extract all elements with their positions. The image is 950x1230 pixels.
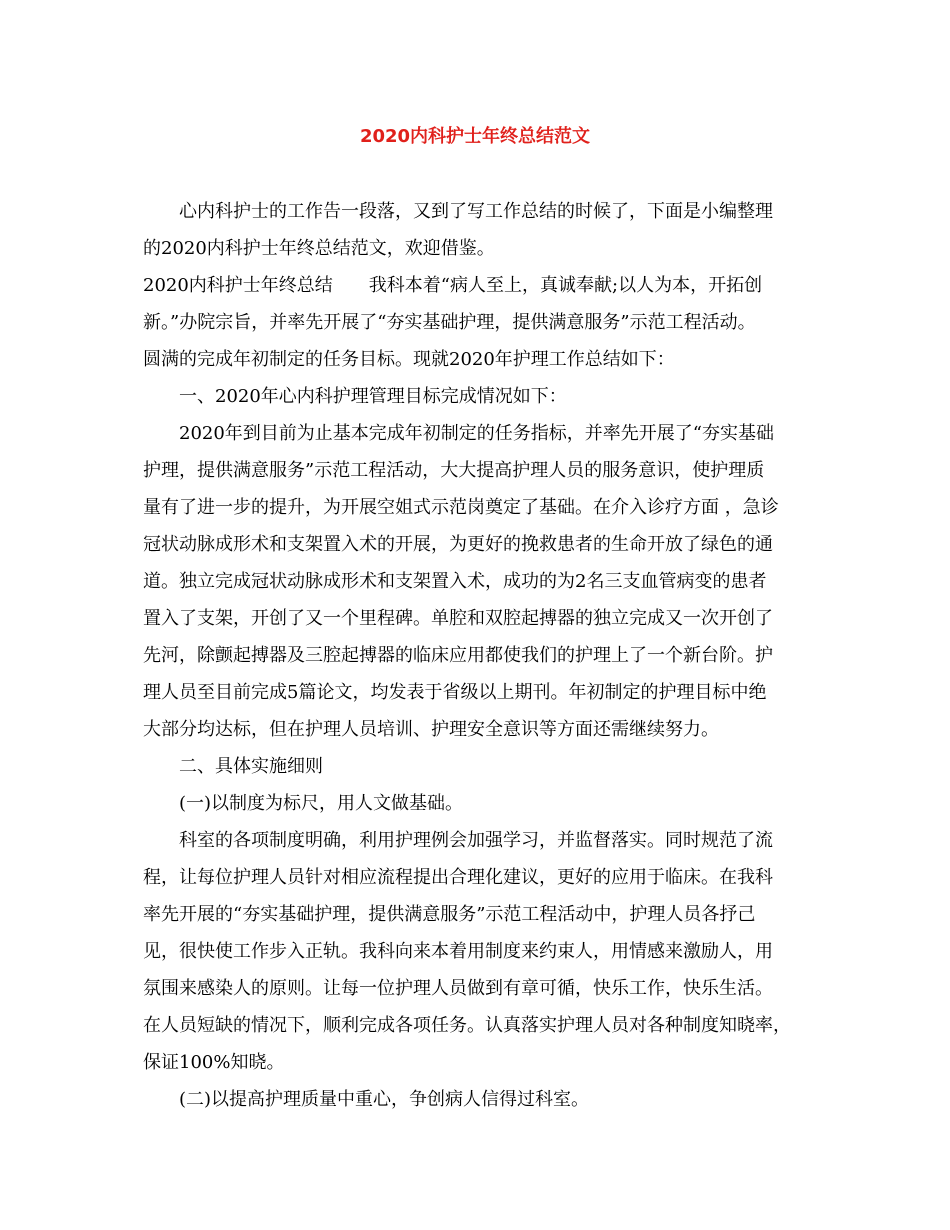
text-line: 率先开展的“夯实基础护理，提供满意服务”示范工程活动中，护理人员各抒己 xyxy=(143,904,756,925)
section-heading: 一、2020年心内科护理管理目标完成情况如下： xyxy=(179,386,567,407)
text-line: 先河，除颤起搏器及三腔起搏器的临床应用都使我们的护理上了一个新台阶。护 xyxy=(143,645,773,666)
subsection-heading: (二)以提高护理质量中重心，争创病人信得过科室。 xyxy=(179,1089,590,1110)
text-line: 2020内科护士年终总结 我科本着“病人至上，真诚奉献;以人为本，开拓创 xyxy=(143,275,763,296)
text-line: 心内科护士的工作告一段落，又到了写工作总结的时候了，下面是小编整理 xyxy=(179,201,773,222)
text-line: 保证100%知晓。 xyxy=(143,1052,285,1073)
section-heading: 二、具体实施细则 xyxy=(179,756,323,777)
text-line: 道。独立完成冠状动脉成形术和支架置入术，成功的为2名三支血管病变的患者 xyxy=(143,571,767,592)
text-line: 在人员短缺的情况下，顺利完成各项任务。认真落实护理人员对各种制度知晓率， xyxy=(143,1015,791,1036)
text-line: 氛围来感染人的原则。让每一位护理人员做到有章可循，快乐工作，快乐生活。 xyxy=(143,978,773,999)
document-body xyxy=(143,193,813,1118)
text-line: 置入了支架，开创了又一个里程碑。单腔和双腔起搏器的独立完成又一次开创了 xyxy=(143,608,773,629)
text-line: 的2020内科护士年终总结范文，欢迎借鉴。 xyxy=(143,238,495,259)
text-line: 量有了进一步的提升，为开展空姐式示范岗奠定了基础。在介入诊疗方面 ，急诊 xyxy=(143,497,779,518)
text-line: 理人员至目前完成5篇论文，均发表于省级以上期刊。年初制定的护理目标中绝 xyxy=(143,682,767,703)
text-line: 新。”办院宗旨，并率先开展了“夯实基础护理，提供满意服务”示范工程活动。 xyxy=(143,312,756,333)
text-line: 圆满的完成年初制定的任务目标。现就2020年护理工作总结如下： xyxy=(143,349,675,370)
text-line: 见，很快使工作步入正轨。我科向来本着用制度来约束人，用情感来激励人，用 xyxy=(143,941,773,962)
text-line: 科室的各项制度明确，利用护理例会加强学习，并监督落实。同时规范了流 xyxy=(179,830,773,851)
text-line: 冠状动脉成形术和支架置入术的开展，为更好的挽救患者的生命开放了绿色的通 xyxy=(143,534,773,555)
subsection-heading: (一)以制度为标尺，用人文做基础。 xyxy=(179,793,464,814)
document-title: 2020内科护士年终总结范文 xyxy=(359,126,591,147)
text-line: 护理，提供满意服务”示范工程活动，大大提高护理人员的服务意识，使护理质 xyxy=(143,460,765,481)
text-line: 2020年到目前为止基本完成年初制定的任务指标，并率先开展了“夯实基础 xyxy=(179,423,775,444)
text-line: 程，让每位护理人员针对相应流程提出合理化建议，更好的应用于临床。在我科 xyxy=(143,867,773,888)
text-line: 大部分均达标，但在护理人员培训、护理安全意识等方面还需继续努力。 xyxy=(143,719,719,740)
